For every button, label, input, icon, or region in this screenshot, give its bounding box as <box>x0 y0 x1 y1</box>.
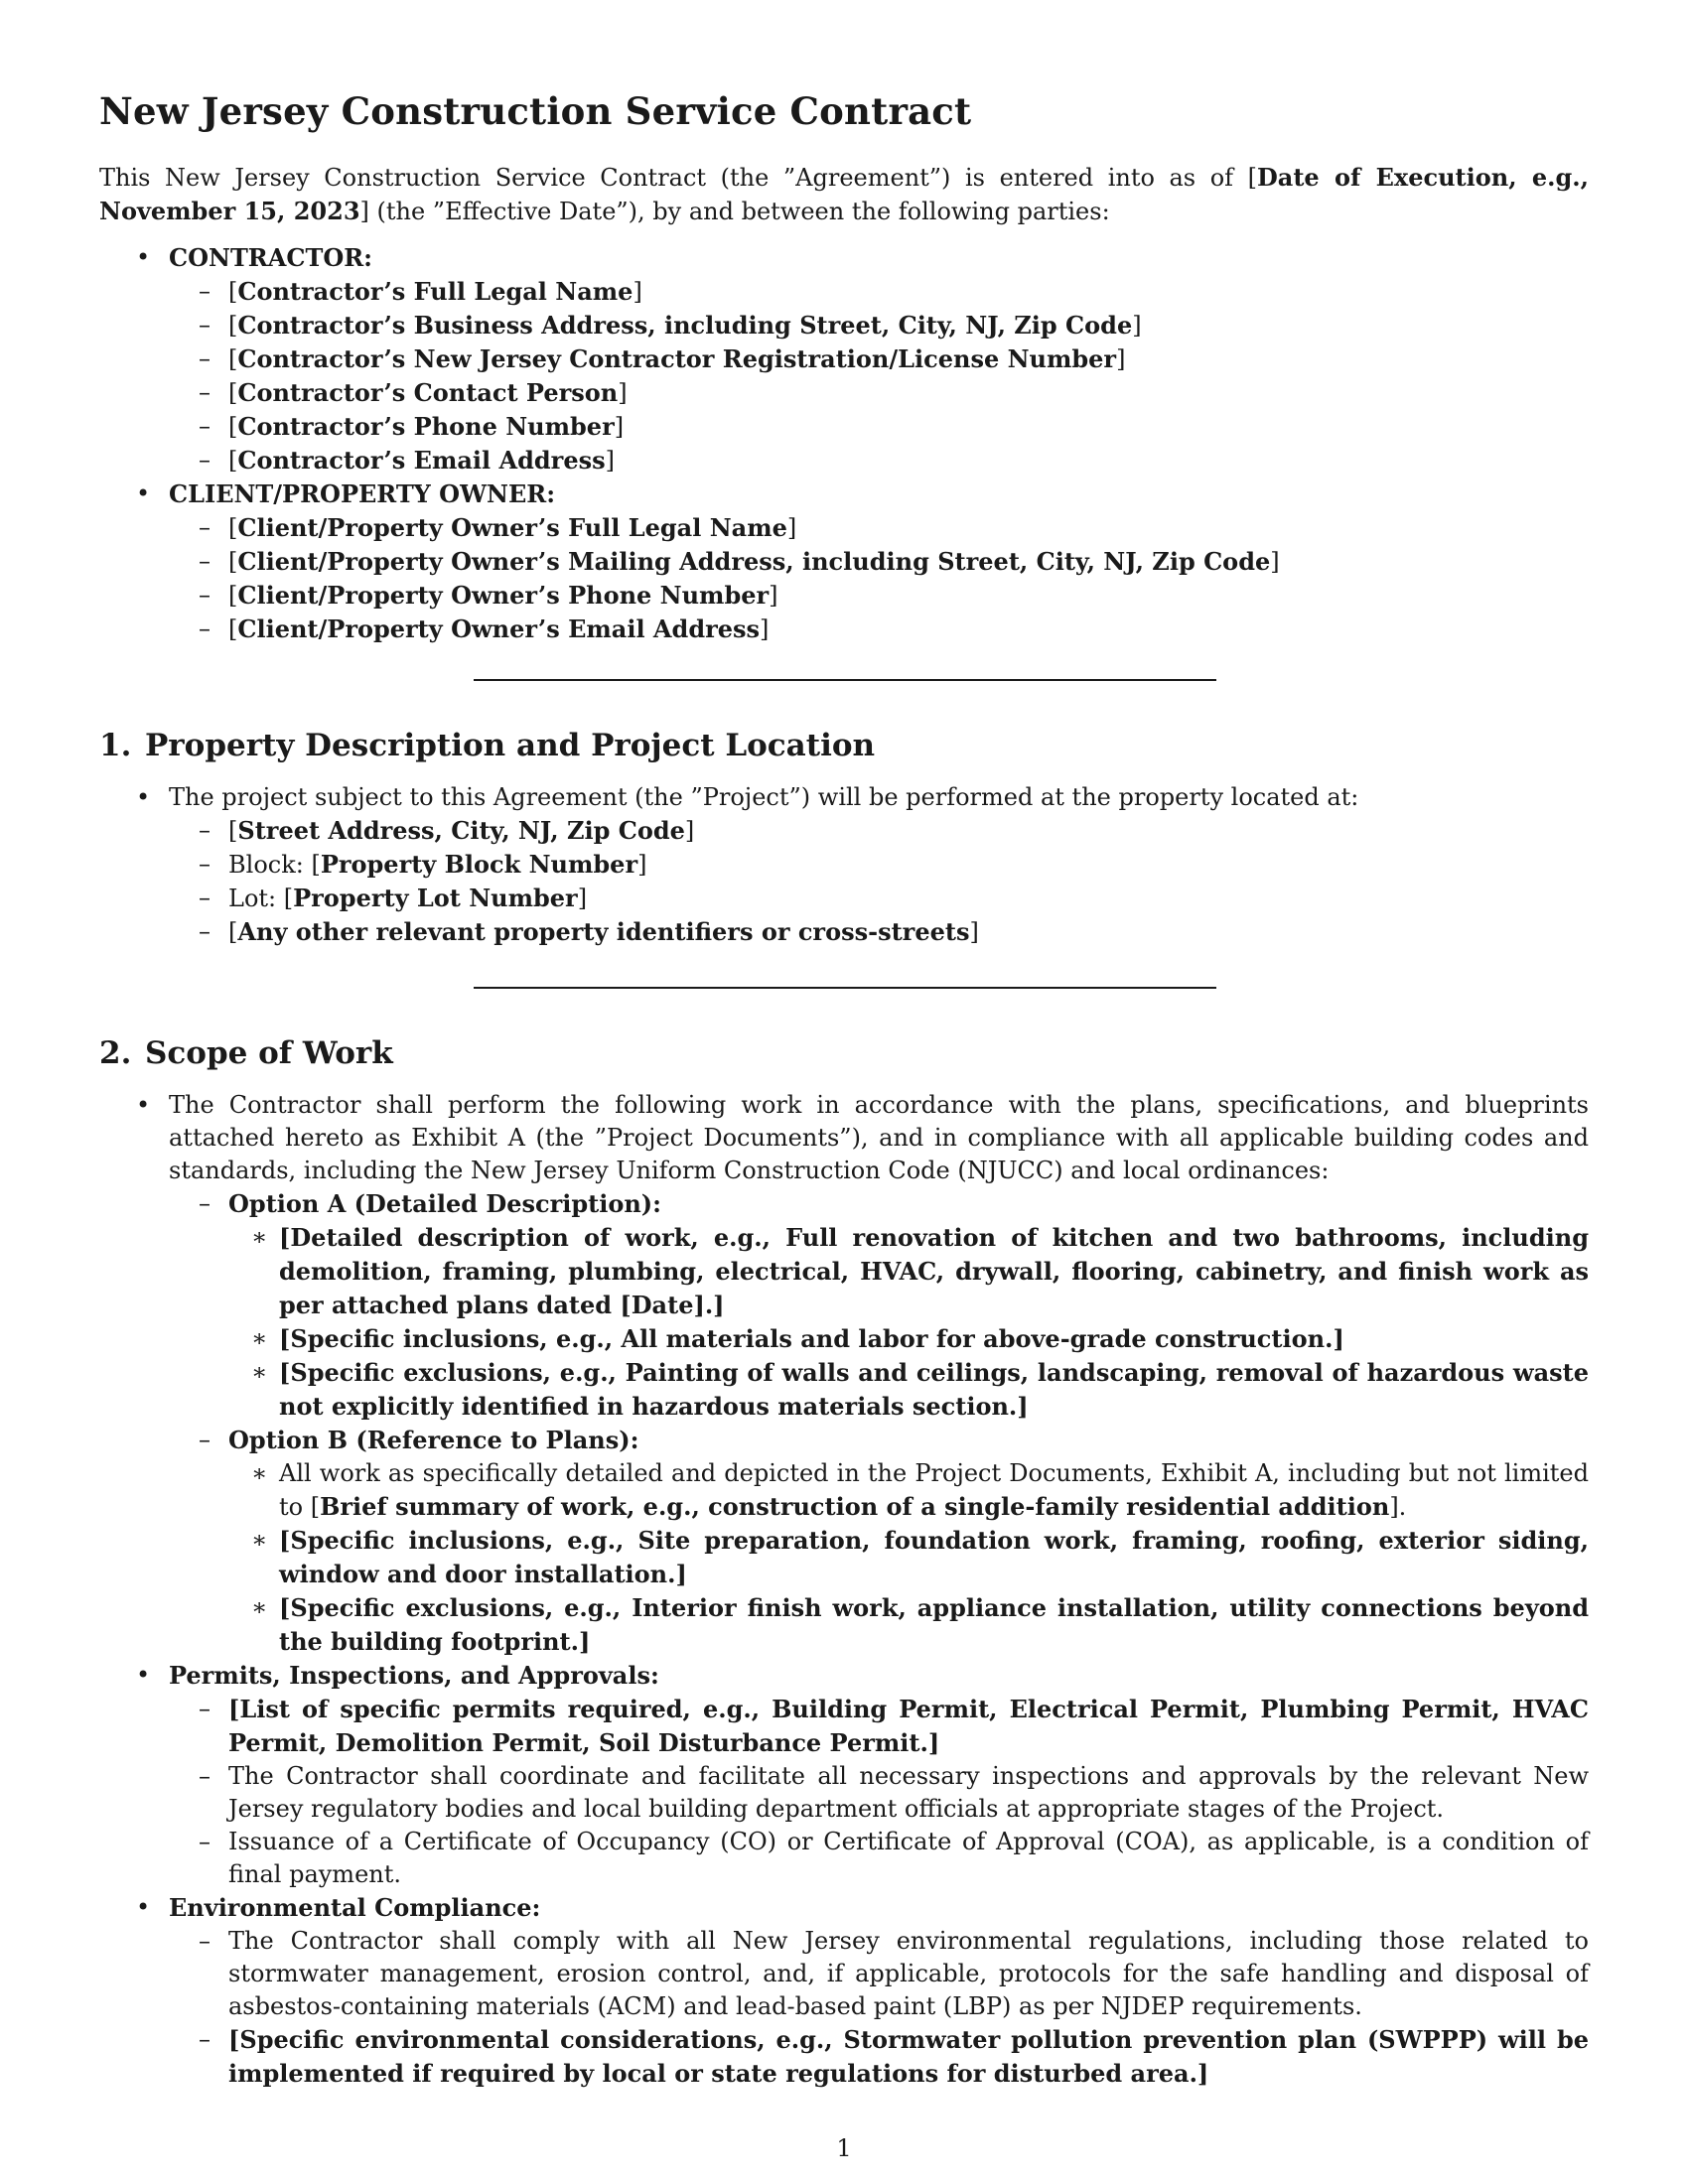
list-item: – [Contractor’s Full Legal Name] <box>228 275 1589 309</box>
list-item: – [Contractor’s Phone Number] <box>228 410 1589 444</box>
section-divider <box>474 987 1216 989</box>
list-item: ∗ [Specific exclusions, e.g., Interior finish work, appliance installation, utility connections beyond the building footprint.] <box>279 1591 1589 1659</box>
list-item: – Block: [Property Block Number] <box>228 848 1589 882</box>
intro-text-start: This New Jersey Construction Service Contract (the ”Agreement”) is entered into as of [ <box>99 164 1257 192</box>
page-number: 1 <box>836 2134 852 2162</box>
list-item: – Issuance of a Certificate of Occupancy (CO) or Certificate of Approval (COA), as applicable, is a condition of final payment. <box>228 1826 1589 1891</box>
list-item: – [List of specific permits required, e.g., Building Permit, Electrical Permit, Plumbing Permit, HVAC Permit, Demolition Permit, Soil Disturbance Permit.] <box>228 1693 1589 1760</box>
list-item: – Lot: [Property Lot Number] <box>228 882 1589 915</box>
list-item: – [Street Address, City, NJ, Zip Code] <box>228 814 1589 848</box>
section-1-heading: 1. Property Description and Project Location <box>99 728 876 763</box>
intro-text-end: ] (the ”Effective Date”), by and between the following parties: <box>359 198 1110 225</box>
section-2-heading: 2. Scope of Work <box>99 1035 393 1071</box>
client-label: CLIENT/PROPERTY OWNER: <box>169 479 556 508</box>
parties-list <box>99 241 1589 646</box>
option-b: – Option B (Reference to Plans): ∗ All work as specifically detailed and depicted in the Project Documents, Exhibit A, including but not limited to [Brief summary of work, e.g., construction of a single-family residential addition]. ∗ [Specific inclusions, e.g., Site preparation, foundation work, framing, roofing, exterior siding, window and door installation.] ∗ [Specific exclusions, e.g., Interior finish work, appliance installation, utility connections beyond the building footprint.] <box>228 1424 1589 1659</box>
section-1-body <box>99 781 1589 949</box>
document-title: New Jersey Construction Service Contract <box>99 89 972 133</box>
list-item: – [Contractor’s Business Address, including Street, City, NJ, Zip Code] <box>228 309 1589 342</box>
list-item: ∗ All work as specifically detailed and depicted in the Project Documents, Exhibit A, including but not limited to [Brief summary of work, e.g., construction of a single-family residential addition]. <box>279 1457 1589 1524</box>
list-item: – The Contractor shall comply with all New Jersey environmental regulations, including those related to stormwater management, erosion control, and, if applicable, protocols for the safe handling and disposal of asbestos-containing materials (ACM) and lead-based paint (LBP) as per NJDEP requirements. <box>228 1925 1589 2023</box>
environmental-section: • Environmental Compliance: – The Contractor shall comply with all New Jersey environmental regulations, including those related to stormwater management, erosion control, and, if applicable, protocols for the safe handling and disposal of asbestos-containing materials (ACM) and lead-based paint (LBP) as per NJDEP requirements. – [Specific environmental considerations, e.g., Stormwater pollution prevention plan (SWPPP) will be implemented if required by local or state regulations for disturbed area.] <box>99 1891 1589 2091</box>
list-item: – [Contractor’s Email Address] <box>228 444 1589 478</box>
option-a: – Option A (Detailed Description): ∗ [Detailed description of work, e.g., Full renovation of kitchen and two bathrooms, including demolition, framing, plumbing, electrical, HVAC, drywall, flooring, cabinetry, and finish work as per attached plans dated [Date].] ∗ [Specific inclusions, e.g., All materials and labor for above-grade construction.] ∗ [Specific exclusions, e.g., Painting of walls and ceilings, landscaping, removal of hazardous waste not explicitly identified in hazardous materials section.] <box>228 1187 1589 1424</box>
list-item: – [Client/Property Owner’s Full Legal Name] <box>228 511 1589 545</box>
section-divider <box>474 679 1216 681</box>
list-item: • The Contractor shall perform the following work in accordance with the plans, specifications, and blueprints attached hereto as Exhibit A (the ”Project Documents”), and in compliance with all applicable building codes and standards, including the New Jersey Uniform Construction Code (NJUCC) and local ordinances: – Option A (Detailed Description): ∗ [Detailed description of work, e.g., Full renovation of kitchen and two bathrooms, including demolition, framing, plumbing, electrical, HVAC, drywall, flooring, cabinetry, and finish work as per attached plans dated [Date].] ∗ [Specific inclusions, e.g., All materials and labor for above-grade construction.] ∗ [Specific exclusions, e.g., Painting of walls and ceilings, landscaping, removal of hazardous waste not explicitly identified in hazardous materials section.] – Option B (Reference to Plans): ∗ All work as specifically detailed and depicted in the Project Documents, Exhibit A, including but not limited to [Brief summary of work, e.g., construction of a single-family residential addition]. ∗ [Specific inclusions, e.g., Site preparation, foundation work, framing, roofing, exterior siding, window and door installation.] ∗ [Specific exclusions, e.g., Interior finish work, appliance installation, utility connections beyond the building footprint.] <box>99 1089 1589 1659</box>
contractor-label: CONTRACTOR: <box>169 243 373 272</box>
contractor-section <box>99 241 1589 478</box>
section-2-body <box>99 1089 1589 2091</box>
list-item: – [Client/Property Owner’s Mailing Address, including Street, City, NJ, Zip Code] <box>228 545 1589 579</box>
list-item: – [Specific environmental considerations, e.g., Stormwater pollution prevention plan (SWPPP) will be implemented if required by local or state regulations for disturbed area.] <box>228 2023 1589 2091</box>
list-item: – [Client/Property Owner’s Email Address] <box>228 613 1589 646</box>
client-section <box>99 478 1589 646</box>
list-item: • The project subject to this Agreement (the ”Project”) will be performed at the property located at: – [Street Address, City, NJ, Zip Code] – Block: [Property Block Number] – Lot: [Property Lot Number] – [Any other relevant property identifiers or cross-streets] <box>99 781 1589 949</box>
intro-paragraph <box>99 161 1589 228</box>
list-item: – The Contractor shall coordinate and facilitate all necessary inspections and approvals by the relevant New Jersey regulatory bodies and local building department officials at appropriate stages of the Project. <box>228 1760 1589 1826</box>
list-item: – [Any other relevant property identifiers or cross-streets] <box>228 915 1589 949</box>
list-item: ∗ [Specific inclusions, e.g., All materials and labor for above-grade construction.] <box>279 1322 1589 1356</box>
execution-date-placeholder: Date of Execution, e.g., November 15, 2023 <box>99 163 1589 225</box>
list-item: – [Contractor’s Contact Person] <box>228 376 1589 410</box>
list-item: ∗ [Specific inclusions, e.g., Site preparation, foundation work, framing, roofing, exterior siding, window and door installation.] <box>279 1524 1589 1591</box>
list-item: ∗ [Detailed description of work, e.g., Full renovation of kitchen and two bathrooms, including demolition, framing, plumbing, electrical, HVAC, drywall, flooring, cabinetry, and finish work as per attached plans dated [Date].] <box>279 1221 1589 1322</box>
list-item: – [Contractor’s New Jersey Contractor Registration/License Number] <box>228 342 1589 376</box>
list-item: ∗ [Specific exclusions, e.g., Painting of walls and ceilings, landscaping, removal of hazardous waste not explicitly identified in hazardous materials section.] <box>279 1356 1589 1424</box>
list-item: – [Client/Property Owner’s Phone Number] <box>228 579 1589 613</box>
permits-section: • Permits, Inspections, and Approvals: – [List of specific permits required, e.g., Building Permit, Electrical Permit, Plumbing Permit, HVAC Permit, Demolition Permit, Soil Disturbance Permit.] – The Contractor shall coordinate and facilitate all necessary inspections and approvals by the relevant New Jersey regulatory bodies and local building department officials at appropriate stages of the Project. – Issuance of a Certificate of Occupancy (CO) or Certificate of Approval (COA), as applicable, is a condition of final payment. <box>99 1659 1589 1891</box>
